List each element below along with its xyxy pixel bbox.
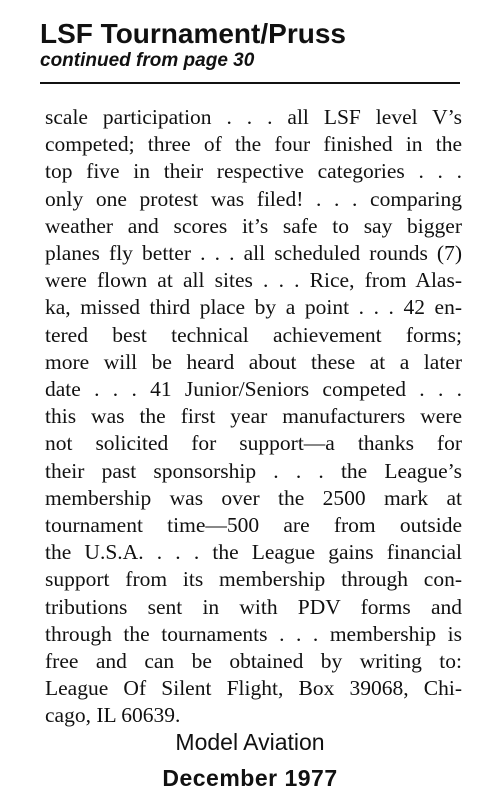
body-line: tournament time—500 are from outside <box>45 513 462 538</box>
publication-date: December 1977 <box>162 765 338 791</box>
body-line: cago, IL 60639. <box>45 703 181 728</box>
publication-name: Model Aviation <box>175 729 325 755</box>
body-line: League Of Silent Flight, Box 39068, Chi- <box>45 676 462 701</box>
body-line: scale participation . . . all LSF level V’s <box>45 105 462 129</box>
body-line: support from its membership through con- <box>45 567 462 592</box>
body-line: ka, missed third place by a point . . . 42 en- <box>45 295 462 320</box>
body-line: more will be heard about these at a later <box>45 349 462 374</box>
body-line: top five in their respective categories . . . <box>45 159 462 184</box>
article-header <box>40 18 460 72</box>
header-divider <box>40 82 460 84</box>
body-line: only one protest was filed! . . . comparing <box>45 186 462 211</box>
body-line: not solicited for support—a thanks for <box>45 431 462 456</box>
body-line: free and can be obtained by writing to: <box>45 649 462 674</box>
body-line: their past sponsorship . . . the League’s <box>45 458 462 483</box>
body-line: tered best technical achievement forms; <box>45 322 462 347</box>
body-line: planes fly better . . . all scheduled rounds (7) <box>45 241 462 266</box>
article-title: LSF Tournament/Pruss <box>40 18 346 49</box>
body-line: the U.S.A. . . . the League gains financial <box>45 540 462 565</box>
body-line: competed; three of the four finished in the <box>45 132 462 157</box>
continued-note: continued from page 30 <box>40 50 255 71</box>
body-line: through the tournaments . . . membership is <box>45 621 462 646</box>
article-body <box>45 104 462 730</box>
body-line: membership was over the 2500 mark at <box>45 485 462 510</box>
body-line: weather and scores it’s safe to say bigger <box>45 213 462 238</box>
body-line: were flown at all sites . . . Rice, from Alas- <box>45 268 462 293</box>
body-line: tributions sent in with PDV forms and <box>45 594 462 619</box>
body-line: this was the first year manufacturers were <box>45 404 462 429</box>
body-line: date . . . 41 Junior/Seniors competed . . . <box>45 377 462 402</box>
